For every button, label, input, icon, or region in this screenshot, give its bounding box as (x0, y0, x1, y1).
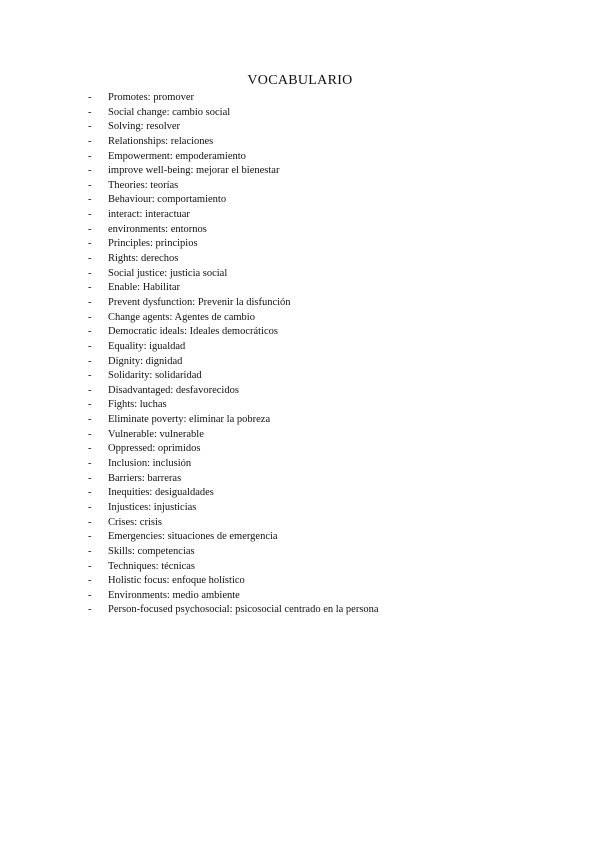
list-bullet: - (88, 311, 92, 323)
list-bullet: - (88, 399, 92, 411)
page-title: VOCABULARIO (247, 73, 353, 88)
vocabulary-entry: Social justice: justicia social (108, 267, 228, 279)
vocabulary-entry: Empowerment: empoderamiento (108, 150, 246, 162)
list-bullet: - (88, 501, 92, 513)
list-bullet: - (88, 165, 92, 177)
vocabulary-entry: Person-focused psychosocial: psicosocial centrado en la persona (108, 604, 379, 616)
vocabulary-entry: Dignity: dignidad (108, 355, 183, 367)
vocabulary-entry: Barriers: barreras (108, 472, 182, 484)
vocabulary-entry: Solidarity: solidaridad (108, 370, 202, 382)
list-bullet: - (88, 223, 92, 235)
vocabulary-entry: Promotes: promover (108, 92, 195, 103)
list-bullet: - (88, 458, 92, 470)
list-bullet: - (88, 92, 92, 103)
vocabulary-entry: Inclusion: inclusión (108, 458, 192, 470)
list-bullet: - (88, 428, 92, 440)
vocabulary-entry: Oppressed: oprimidos (108, 443, 201, 455)
list-bullet: - (88, 238, 92, 250)
vocabulary-entry: Skills: competencias (108, 545, 195, 557)
vocabulary-entry: Solving: resolver (108, 121, 181, 133)
vocabulary-entry: Enable: Habilitar (108, 282, 181, 294)
list-bullet: - (88, 253, 92, 265)
list-bullet: - (88, 326, 92, 338)
list-bullet: - (88, 589, 92, 601)
list-bullet: - (88, 531, 92, 543)
vocabulary-entry: Principles: principios (108, 238, 198, 250)
list-bullet: - (88, 575, 92, 587)
list-bullet: - (88, 296, 92, 308)
list-bullet: - (88, 179, 92, 191)
vocabulary-entry: Social change: cambio social (108, 106, 231, 118)
list-bullet: - (88, 370, 92, 382)
list-bullet: - (88, 472, 92, 484)
list-bullet: - (88, 282, 92, 294)
list-bullet: - (88, 414, 92, 426)
vocabulary-entry: Fights: luchas (108, 399, 167, 411)
list-bullet: - (88, 560, 92, 572)
list-bullet: - (88, 545, 92, 557)
list-bullet: - (88, 604, 92, 616)
vocabulary-entry: Prevent dysfunction: Prevenir la disfunción (108, 296, 291, 308)
vocabulary-entry: Disadvantaged: desfavorecidos (108, 384, 239, 396)
list-bullet: - (88, 384, 92, 396)
list-bullet: - (88, 443, 92, 455)
vocabulary-entry: Change agents: Agentes de cambio (108, 311, 255, 323)
list-bullet: - (88, 121, 92, 133)
vocabulary-entry: Inequities: desigualdades (108, 487, 214, 499)
vocabulary-entry: Holistic focus: enfoque holístico (108, 575, 245, 587)
list-bullet: - (88, 267, 92, 279)
list-bullet: - (88, 150, 92, 162)
vocabulary-entry: improve well-being: mejorar el bienestar (108, 165, 280, 177)
vocabulary-entry: Relationships: relaciones (108, 135, 214, 147)
list-bullet: - (88, 106, 92, 118)
vocabulary-entry: Democratic ideals: Ideales democráticos (108, 326, 278, 338)
list-bullet: - (88, 340, 92, 352)
vocabulary-entry: Environments: medio ambiente (108, 589, 240, 601)
vocabulary-entry: Vulnerable: vulnerable (108, 428, 204, 440)
vocabulary-entry: Theories: teorías (108, 179, 179, 191)
vocabulary-entry: environments: entornos (108, 223, 207, 235)
list-bullet: - (88, 135, 92, 147)
vocabulary-entry: Techniques: técnicas (108, 560, 196, 572)
vocabulary-entry: Eliminate poverty: eliminar la pobreza (108, 414, 271, 426)
list-bullet: - (88, 194, 92, 206)
vocabulary-entry: interact: interactuar (108, 209, 190, 221)
vocabulary-entry: Crises: crisis (108, 516, 162, 528)
vocabulary-entry: Equality: igualdad (108, 340, 186, 352)
list-bullet: - (88, 355, 92, 367)
list-bullet: - (88, 516, 92, 528)
list-bullet: - (88, 209, 92, 221)
vocabulary-entry: Behaviour: comportamiento (108, 194, 227, 206)
vocabulary-entry: Injustices: injusticias (108, 501, 197, 513)
vocabulary-entry: Rights: derechos (108, 253, 179, 265)
list-bullet: - (88, 487, 92, 499)
vocabulary-entry: Emergencies: situaciones de emergencia (108, 531, 278, 543)
